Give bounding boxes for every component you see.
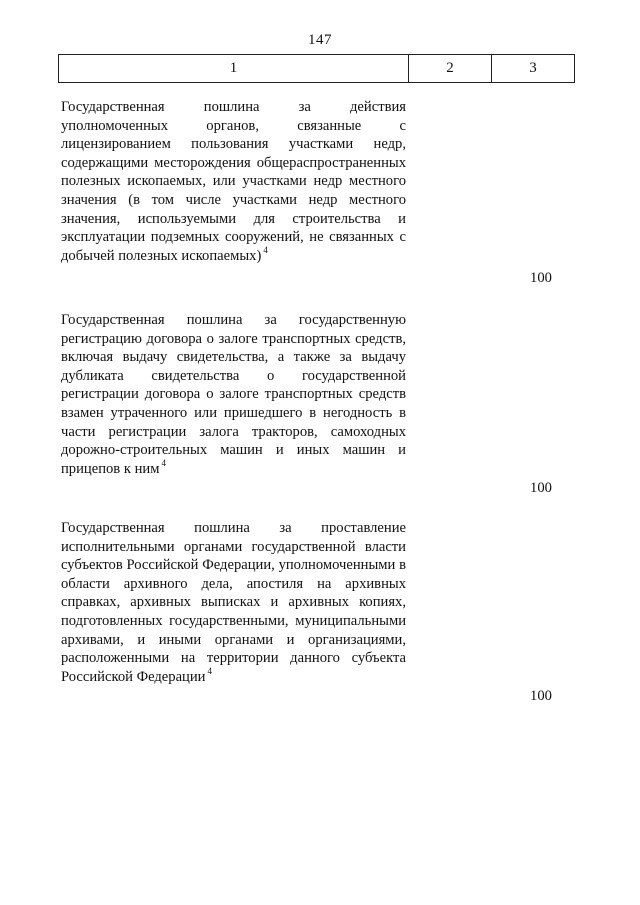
column-header-table bbox=[58, 54, 575, 83]
fee-amount: 100 bbox=[530, 480, 552, 496]
column-header-1: 1 bbox=[59, 55, 409, 83]
page-number: 147 bbox=[308, 32, 332, 48]
fee-entry-licensing bbox=[61, 98, 406, 265]
footnote-marker: 4 bbox=[263, 244, 268, 255]
column-header-2: 2 bbox=[409, 55, 492, 83]
fee-entry-apostille bbox=[61, 519, 406, 686]
fee-amount: 100 bbox=[530, 688, 552, 704]
footnote-marker: 4 bbox=[161, 457, 166, 468]
fee-description: Государственная пошлина за действия уполномоченных органов, связанные с лицензированием пользования участками недр, содержащими месторождения общераспространенных полезных ископаемых, или участками недр местного значения (в том числе участками недр местного значения, используемыми для строительства и эксплуатации подземных сооружений, не связанных с добычей полезных ископаемых) $^4$ bbox=[61, 99, 406, 264]
fee-amount: 100 bbox=[530, 270, 552, 286]
column-header-3: 3 bbox=[492, 55, 575, 83]
footnote-marker: 4 bbox=[207, 665, 212, 676]
fee-entry-vehicle-pledge bbox=[61, 311, 406, 478]
column-header-row bbox=[59, 55, 575, 83]
fee-description: Государственная пошлина за проставление исполнительными органами государственной власти субъектов Российской Федерации, уполномоченными в области архивного дела, апостиля на архивных справках, архивных выписках и архивных копиях, подготовленных государственными, муниципальными архивами, и иными органами и организациями, расположенными на территории данного субъекта Российской Федерации $^4$ bbox=[61, 520, 406, 685]
fee-description: Государственная пошлина за государственную регистрацию договора о залоге транспортных средств, включая выдачу свидетельства, а также за выдачу дубликата свидетельства о государственной регистрации договора о залоге транспортных средств взамен утраченного или пришедшего в негодность в части регистрации залога тракторов, самоходных дорожно-строительных машин и иных машин и прицепов к ним $^4$ bbox=[61, 312, 406, 477]
